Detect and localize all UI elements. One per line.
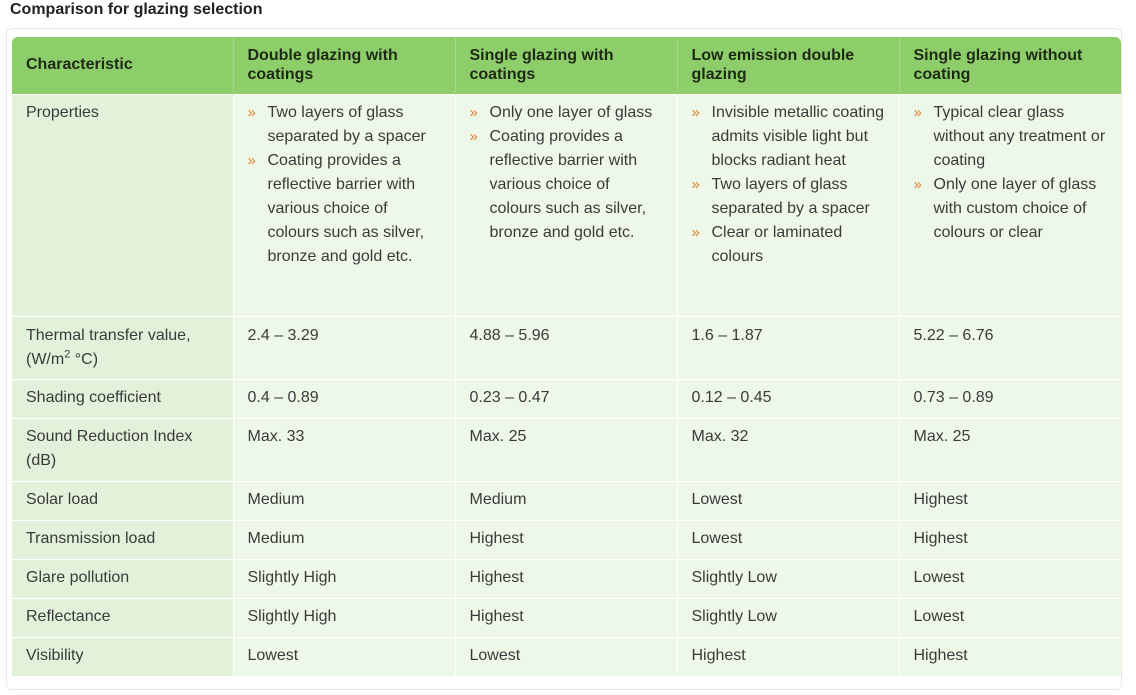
bullet-chevron-icon: »: [247, 104, 256, 121]
table-row-properties: [12, 95, 1121, 317]
comparison-table: [12, 37, 1121, 676]
list-item: [248, 149, 441, 269]
table-cell: 0.12 – 0.45: [677, 380, 899, 419]
list-item: [914, 173, 1108, 245]
table-cell: Highest: [455, 521, 677, 560]
table-cell: Highest: [899, 638, 1121, 677]
row-label: Thermal transfer value, ($W/m^2$ °C): [12, 317, 233, 380]
row-label: Reflectance: [12, 599, 233, 638]
header-single-glazing-no-coating: Single glazing without coating: [899, 37, 1121, 95]
bullet-chevron-icon: »: [469, 128, 478, 145]
table-cell: 2.4 – 3.29: [233, 317, 455, 380]
table-cell: Slightly High: [233, 560, 455, 599]
bullet-chevron-icon: »: [247, 152, 256, 169]
table-cell: Highest: [899, 482, 1121, 521]
list-item-text: Coating provides a reflective barrier with various choice of colours such as silver, bronze and gold etc.: [267, 152, 425, 265]
bullet-chevron-icon: »: [691, 104, 700, 121]
table-cell: Lowest: [899, 560, 1121, 599]
table-cell: Lowest: [233, 638, 455, 677]
table-cell: Max. 25: [899, 419, 1121, 482]
list-item: [692, 221, 885, 269]
table-row-visibility: [12, 638, 1121, 677]
table-row-thermal: [12, 317, 1121, 380]
table-cell: 0.23 – 0.47: [455, 380, 677, 419]
bullet-chevron-icon: »: [469, 104, 478, 121]
header-characteristic: Characteristic: [12, 37, 233, 95]
row-label: Visibility: [12, 638, 233, 677]
table-cell: Slightly Low: [677, 560, 899, 599]
table-cell: 1.6 – 1.87: [677, 317, 899, 380]
row-label: Transmission load: [12, 521, 233, 560]
list-item: [692, 173, 885, 221]
header-low-emission-double: Low emission double glazing: [677, 37, 899, 95]
table-cell: Lowest: [899, 599, 1121, 638]
row-label: Shading coefficient: [12, 380, 233, 419]
list-item: [470, 101, 663, 125]
table-cell: 5.22 – 6.76: [899, 317, 1121, 380]
row-label: Glare pollution: [12, 560, 233, 599]
table-cell: [233, 95, 455, 317]
bullet-list: [692, 101, 885, 269]
bullet-chevron-icon: »: [913, 104, 922, 121]
table-cell: Slightly High: [233, 599, 455, 638]
table-row-sound: [12, 419, 1121, 482]
table-cell: Medium: [233, 521, 455, 560]
bullet-chevron-icon: »: [913, 176, 922, 193]
table-cell: [677, 95, 899, 317]
list-item-text: Only one layer of glass: [489, 104, 653, 121]
list-item: [470, 125, 663, 245]
table-cell: [899, 95, 1121, 317]
table-row-solar: [12, 482, 1121, 521]
list-item-text: Clear or laminated colours: [711, 224, 843, 265]
table-cell: 4.88 – 5.96: [455, 317, 677, 380]
table-cell: Slightly Low: [677, 599, 899, 638]
table-cell: Medium: [233, 482, 455, 521]
page-title: Comparison for glazing selection: [10, 1, 263, 18]
table-cell: Highest: [677, 638, 899, 677]
table-cell: Max. 32: [677, 419, 899, 482]
header-row: [12, 37, 1121, 95]
bullet-chevron-icon: »: [691, 224, 700, 241]
header-double-glazing-coatings: Double glazing with coatings: [233, 37, 455, 95]
bullet-list: [248, 101, 441, 269]
bullet-chevron-icon: »: [691, 176, 700, 193]
table-row-transmission: [12, 521, 1121, 560]
table-row-glare: [12, 560, 1121, 599]
table-row-shading: [12, 380, 1121, 419]
list-item-text: Two layers of glass separated by a spacer: [711, 176, 870, 217]
list-item-text: Coating provides a reflective barrier with various choice of colours such as silver, bronze and gold etc.: [489, 128, 647, 241]
bullet-list: [914, 101, 1108, 245]
table-cell: 0.73 – 0.89: [899, 380, 1121, 419]
table-cell: Highest: [455, 560, 677, 599]
row-label: Solar load: [12, 482, 233, 521]
table-cell: Highest: [899, 521, 1121, 560]
table-cell: Max. 33: [233, 419, 455, 482]
list-item: [248, 101, 441, 149]
table-cell: Lowest: [677, 482, 899, 521]
list-item-text: Only one layer of glass with custom choice of colours or clear: [933, 176, 1097, 241]
list-item: [914, 101, 1108, 173]
table-cell: Max. 25: [455, 419, 677, 482]
table-cell: 0.4 – 0.89: [233, 380, 455, 419]
list-item-text: Typical clear glass without any treatment or coating: [933, 104, 1106, 169]
table-cell: [455, 95, 677, 317]
list-item-text: Invisible metallic coating admits visible light but blocks radiant heat: [711, 104, 885, 169]
list-item: [692, 101, 885, 173]
bullet-list: [470, 101, 663, 245]
table-cell: Highest: [455, 599, 677, 638]
table-cell: Medium: [455, 482, 677, 521]
row-label: Sound Reduction Index (dB): [12, 419, 233, 482]
row-label: Properties: [12, 95, 233, 317]
table-cell: Lowest: [455, 638, 677, 677]
table-row-reflectance: [12, 599, 1121, 638]
table-cell: Lowest: [677, 521, 899, 560]
header-single-glazing-coatings: Single glazing with coatings: [455, 37, 677, 95]
list-item-text: Two layers of glass separated by a spacer: [267, 104, 426, 145]
